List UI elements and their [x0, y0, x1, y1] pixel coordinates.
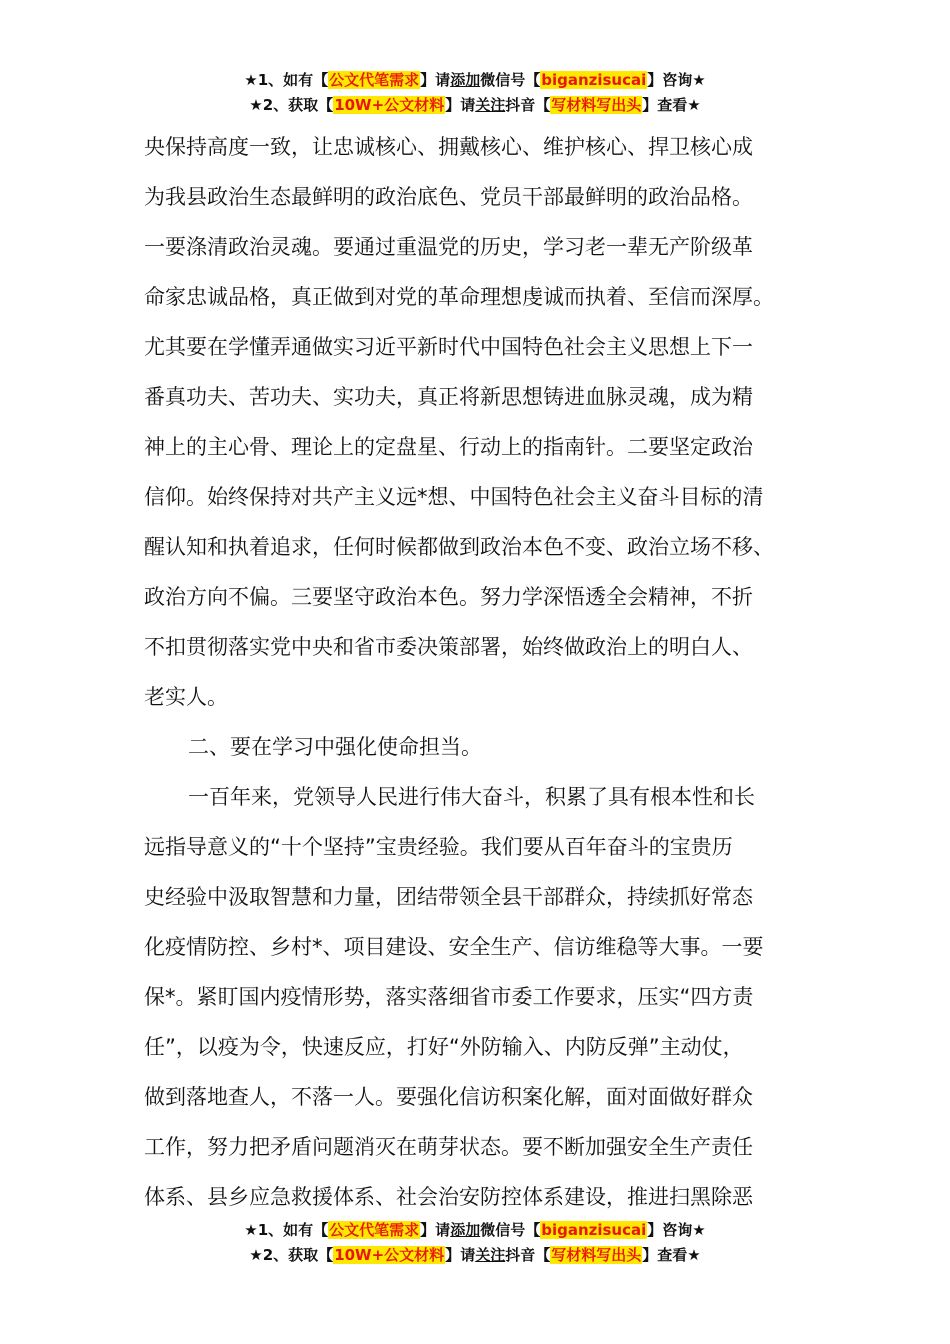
- body-line: 一要涤清政治灵魂。要通过重温党的历史，学习老一辈无产阶级革: [144, 235, 753, 259]
- top-promo-banner: [0, 68, 950, 118]
- promo-line-1-prefix: ★1、如有【: [244, 1221, 329, 1239]
- body-line: 政治方向不偏。三要坚守政治本色。努力学深悟透全会精神，不折: [144, 585, 753, 609]
- section-heading: 二、要在学习中强化使命担当。: [188, 735, 482, 759]
- promo-line-1: [0, 1218, 950, 1243]
- promo-line-1-highlight-wechat: biganzisucai: [541, 1221, 647, 1239]
- promo-line-2-highlight-materials: 10W+公文材料: [334, 96, 445, 114]
- promo-line-2-mid2: 抖音【: [505, 1246, 551, 1264]
- promo-line-2: [0, 93, 950, 118]
- body-line: 醒认知和执着追求，任何时候都做到政治本色不变、政治立场不移、: [144, 535, 774, 559]
- promo-line-1-mid2: 微信号【: [480, 71, 541, 89]
- body-line: 任”，以疫为令，快速反应，打好“外防输入、内防反弹”主动仗，: [144, 1035, 744, 1059]
- promo-line-2-emphasis: 关注: [475, 1246, 506, 1264]
- body-line: 化疫情防控、乡村*、项目建设、安全生产、信访维稳等大事。一要: [144, 935, 764, 959]
- promo-line-1-highlight-wechat: biganzisucai: [541, 71, 647, 89]
- bottom-promo-banner: [0, 1218, 950, 1268]
- promo-line-2-prefix: ★2、获取【: [249, 1246, 334, 1264]
- promo-line-1: [0, 68, 950, 93]
- promo-line-2-mid2: 抖音【: [505, 96, 551, 114]
- promo-line-2-emphasis: 关注: [475, 96, 506, 114]
- promo-line-2-prefix: ★2、获取【: [249, 96, 334, 114]
- body-line: 为我县政治生态最鲜明的政治底色、党员干部最鲜明的政治品格。: [144, 185, 753, 209]
- body-line: 信仰。始终保持对共产主义远*想、中国特色社会主义奋斗目标的清: [144, 485, 764, 509]
- promo-line-2-highlight-materials: 10W+公文材料: [334, 1246, 445, 1264]
- body-line: 史经验中汲取智慧和力量，团结带领全县干部群众，持续抓好常态: [144, 885, 753, 909]
- body-line: 尤其要在学懂弄通做实习近平新时代中国特色社会主义思想上下一: [144, 335, 753, 359]
- promo-line-1-mid: 】请: [420, 1221, 451, 1239]
- promo-line-2-suffix: 】查看★: [642, 96, 701, 114]
- promo-line-2-highlight-douyin: 写材料写出头: [551, 96, 642, 114]
- promo-line-2-mid: 】请: [445, 96, 476, 114]
- body-line: 做到落地查人，不落一人。要强化信访积案化解，面对面做好群众: [144, 1085, 753, 1109]
- promo-line-1-emphasis: 添加: [450, 71, 481, 89]
- promo-line-1-prefix: ★1、如有【: [244, 71, 329, 89]
- body-line: 神上的主心骨、理论上的定盘星、行动上的指南针。二要坚定政治: [144, 435, 753, 459]
- body-line: 远指导意义的“十个坚持”宝贵经验。我们要从百年奋斗的宝贵历: [144, 835, 733, 859]
- promo-line-1-mid2: 微信号【: [480, 1221, 541, 1239]
- body-line: 不扣贯彻落实党中央和省市委决策部署，始终做政治上的明白人、: [144, 635, 753, 659]
- promo-line-1-emphasis: 添加: [450, 1221, 481, 1239]
- body-line: 工作，努力把矛盾问题消灭在萌芽状态。要不断加强安全生产责任: [144, 1135, 753, 1159]
- body-line: 番真功夫、苦功夫、实功夫，真正将新思想铸进血脉灵魂，成为精: [144, 385, 753, 409]
- promo-line-1-suffix: 】咨询★: [647, 1221, 706, 1239]
- promo-line-2-highlight-douyin: 写材料写出头: [551, 1246, 642, 1264]
- body-line: 老实人。: [144, 685, 228, 709]
- promo-line-1-highlight-service: 公文代笔需求: [329, 71, 420, 89]
- promo-line-1-highlight-service: 公文代笔需求: [329, 1221, 420, 1239]
- promo-line-1-mid: 】请: [420, 71, 451, 89]
- promo-line-2-suffix: 】查看★: [642, 1246, 701, 1264]
- promo-line-2: [0, 1243, 950, 1268]
- paragraph-start-line: 一百年来，党领导人民进行伟大奋斗，积累了具有根本性和长: [188, 785, 755, 809]
- body-line: 央保持高度一致，让忠诚核心、拥戴核心、维护核心、捍卫核心成: [144, 135, 753, 159]
- body-line: 命家忠诚品格，真正做到对党的革命理想虔诚而执着、至信而深厚。: [144, 285, 774, 309]
- promo-line-1-suffix: 】咨询★: [647, 71, 706, 89]
- body-line: 保*。紧盯国内疫情形势，落实落细省市委工作要求，压实“四方责: [144, 985, 754, 1009]
- body-line: 体系、县乡应急救援体系、社会治安防控体系建设，推进扫黑除恶: [144, 1185, 753, 1209]
- promo-line-2-mid: 】请: [445, 1246, 476, 1264]
